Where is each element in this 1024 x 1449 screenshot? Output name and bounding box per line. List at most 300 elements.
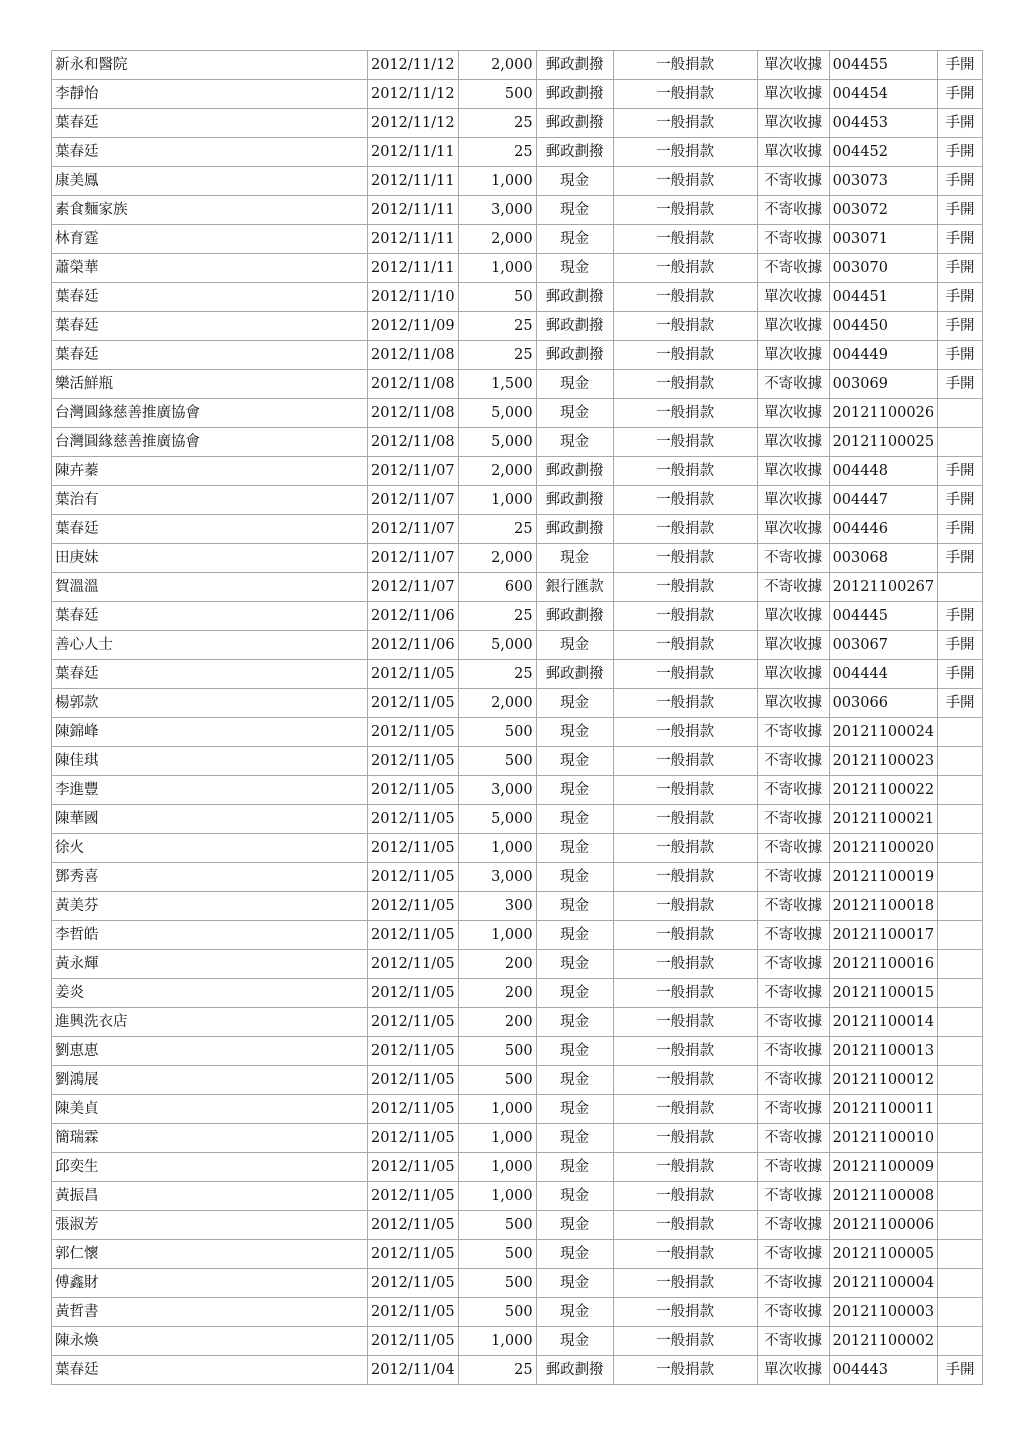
donation-type-cell: 一般捐款 — [613, 486, 757, 515]
table-row — [52, 544, 983, 573]
issue-method-cell: 手開 — [938, 457, 983, 486]
payment-method-cell: 現金 — [536, 1124, 613, 1153]
table-row — [52, 892, 983, 921]
ledger-body — [52, 51, 983, 1385]
receipt-number-cell: 003071 — [829, 225, 937, 254]
donation-date-cell: 2012/11/05 — [368, 1153, 459, 1182]
donation-type-cell: 一般捐款 — [613, 370, 757, 399]
table-row — [52, 51, 983, 80]
payment-method-cell: 郵政劃撥 — [536, 51, 613, 80]
payment-method-cell: 現金 — [536, 805, 613, 834]
table-row — [52, 341, 983, 370]
donor-name-cell: 葉春廷 — [52, 1356, 368, 1385]
table-row — [52, 631, 983, 660]
donation-type-cell: 一般捐款 — [613, 602, 757, 631]
donation-ledger-table — [51, 50, 983, 1385]
receipt-option-cell: 不寄收據 — [757, 921, 829, 950]
amount-cell: 5,000 — [458, 805, 536, 834]
amount-cell: 1,000 — [458, 1182, 536, 1211]
table-row — [52, 457, 983, 486]
receipt-option-cell: 不寄收據 — [757, 1269, 829, 1298]
issue-method-cell: 手開 — [938, 109, 983, 138]
donor-name-cell: 李進豐 — [52, 776, 368, 805]
receipt-number-cell: 004448 — [829, 457, 937, 486]
amount-cell: 2,000 — [458, 689, 536, 718]
receipt-number-cell: 20121100017 — [829, 921, 937, 950]
payment-method-cell: 現金 — [536, 979, 613, 1008]
issue-method-cell: 手開 — [938, 283, 983, 312]
receipt-option-cell: 單次收據 — [757, 515, 829, 544]
amount-cell: 5,000 — [458, 631, 536, 660]
issue-method-cell: 手開 — [938, 254, 983, 283]
donation-date-cell: 2012/11/08 — [368, 341, 459, 370]
donation-type-cell: 一般捐款 — [613, 1269, 757, 1298]
donation-date-cell: 2012/11/05 — [368, 689, 459, 718]
table-row — [52, 921, 983, 950]
receipt-option-cell: 單次收據 — [757, 341, 829, 370]
donor-name-cell: 葉春廷 — [52, 602, 368, 631]
payment-method-cell: 現金 — [536, 747, 613, 776]
receipt-number-cell: 004453 — [829, 109, 937, 138]
issue-method-cell: 手開 — [938, 341, 983, 370]
donation-type-cell: 一般捐款 — [613, 631, 757, 660]
payment-method-cell: 現金 — [536, 1269, 613, 1298]
donation-type-cell: 一般捐款 — [613, 1124, 757, 1153]
donation-date-cell: 2012/11/11 — [368, 167, 459, 196]
table-row — [52, 1153, 983, 1182]
receipt-number-cell: 004451 — [829, 283, 937, 312]
donation-type-cell: 一般捐款 — [613, 805, 757, 834]
receipt-number-cell: 20121100004 — [829, 1269, 937, 1298]
payment-method-cell: 現金 — [536, 631, 613, 660]
receipt-option-cell: 單次收據 — [757, 660, 829, 689]
table-row — [52, 1124, 983, 1153]
receipt-number-cell: 003066 — [829, 689, 937, 718]
donor-name-cell: 康美鳳 — [52, 167, 368, 196]
donation-date-cell: 2012/11/09 — [368, 312, 459, 341]
donation-type-cell: 一般捐款 — [613, 1153, 757, 1182]
amount-cell: 3,000 — [458, 863, 536, 892]
receipt-number-cell: 004455 — [829, 51, 937, 80]
issue-method-cell — [938, 428, 983, 457]
receipt-number-cell: 20121100020 — [829, 834, 937, 863]
donation-date-cell: 2012/11/08 — [368, 370, 459, 399]
table-row — [52, 109, 983, 138]
donation-type-cell: 一般捐款 — [613, 80, 757, 109]
receipt-number-cell: 20121100011 — [829, 1095, 937, 1124]
table-row — [52, 689, 983, 718]
donor-name-cell: 林育霆 — [52, 225, 368, 254]
donor-name-cell: 簡瑞霖 — [52, 1124, 368, 1153]
donation-type-cell: 一般捐款 — [613, 341, 757, 370]
receipt-option-cell: 不寄收據 — [757, 892, 829, 921]
donation-type-cell: 一般捐款 — [613, 689, 757, 718]
receipt-option-cell: 不寄收據 — [757, 1066, 829, 1095]
table-row — [52, 747, 983, 776]
table-row — [52, 283, 983, 312]
table-row — [52, 950, 983, 979]
amount-cell: 1,000 — [458, 834, 536, 863]
issue-method-cell — [938, 1240, 983, 1269]
donation-type-cell: 一般捐款 — [613, 51, 757, 80]
table-row — [52, 1298, 983, 1327]
donor-name-cell: 劉鴻展 — [52, 1066, 368, 1095]
receipt-number-cell: 20121100016 — [829, 950, 937, 979]
receipt-option-cell: 單次收據 — [757, 283, 829, 312]
receipt-option-cell: 不寄收據 — [757, 573, 829, 602]
receipt-option-cell: 單次收據 — [757, 457, 829, 486]
payment-method-cell: 郵政劃撥 — [536, 80, 613, 109]
donation-type-cell: 一般捐款 — [613, 428, 757, 457]
donor-name-cell: 葉春廷 — [52, 515, 368, 544]
payment-method-cell: 現金 — [536, 1153, 613, 1182]
payment-method-cell: 郵政劃撥 — [536, 341, 613, 370]
table-row — [52, 979, 983, 1008]
donation-date-cell: 2012/11/05 — [368, 805, 459, 834]
donation-type-cell: 一般捐款 — [613, 1182, 757, 1211]
donation-date-cell: 2012/11/07 — [368, 486, 459, 515]
receipt-option-cell: 單次收據 — [757, 486, 829, 515]
donation-date-cell: 2012/11/07 — [368, 544, 459, 573]
amount-cell: 500 — [458, 747, 536, 776]
table-row — [52, 834, 983, 863]
table-row — [52, 428, 983, 457]
amount-cell: 2,000 — [458, 544, 536, 573]
amount-cell: 1,000 — [458, 1124, 536, 1153]
donation-type-cell: 一般捐款 — [613, 834, 757, 863]
receipt-number-cell: 20121100026 — [829, 399, 937, 428]
payment-method-cell: 現金 — [536, 254, 613, 283]
table-row — [52, 399, 983, 428]
donor-name-cell: 徐火 — [52, 834, 368, 863]
donor-name-cell: 進興洗衣店 — [52, 1008, 368, 1037]
receipt-option-cell: 單次收據 — [757, 51, 829, 80]
payment-method-cell: 現金 — [536, 776, 613, 805]
receipt-option-cell: 單次收據 — [757, 312, 829, 341]
receipt-option-cell: 單次收據 — [757, 689, 829, 718]
payment-method-cell: 現金 — [536, 1066, 613, 1095]
donor-name-cell: 葉春廷 — [52, 341, 368, 370]
amount-cell: 25 — [458, 1356, 536, 1385]
amount-cell: 1,000 — [458, 254, 536, 283]
payment-method-cell: 現金 — [536, 834, 613, 863]
donation-date-cell: 2012/11/12 — [368, 109, 459, 138]
receipt-option-cell: 單次收據 — [757, 1356, 829, 1385]
payment-method-cell: 郵政劃撥 — [536, 457, 613, 486]
donation-date-cell: 2012/11/05 — [368, 979, 459, 1008]
table-row — [52, 776, 983, 805]
donor-name-cell: 蕭榮華 — [52, 254, 368, 283]
donor-name-cell: 黃振昌 — [52, 1182, 368, 1211]
donation-date-cell: 2012/11/12 — [368, 80, 459, 109]
receipt-option-cell: 不寄收據 — [757, 225, 829, 254]
donor-name-cell: 張淑芳 — [52, 1211, 368, 1240]
table-row — [52, 805, 983, 834]
payment-method-cell: 現金 — [536, 399, 613, 428]
issue-method-cell — [938, 399, 983, 428]
amount-cell: 200 — [458, 1008, 536, 1037]
donation-date-cell: 2012/11/05 — [368, 1182, 459, 1211]
issue-method-cell — [938, 1298, 983, 1327]
donor-name-cell: 葉治有 — [52, 486, 368, 515]
receipt-number-cell: 20121100019 — [829, 863, 937, 892]
donor-name-cell: 賀溫溫 — [52, 573, 368, 602]
donation-date-cell: 2012/11/06 — [368, 602, 459, 631]
donor-name-cell: 黃哲書 — [52, 1298, 368, 1327]
issue-method-cell — [938, 718, 983, 747]
amount-cell: 1,000 — [458, 921, 536, 950]
receipt-number-cell: 20121100002 — [829, 1327, 937, 1356]
receipt-number-cell: 003069 — [829, 370, 937, 399]
receipt-option-cell: 不寄收據 — [757, 1095, 829, 1124]
receipt-option-cell: 不寄收據 — [757, 1240, 829, 1269]
issue-method-cell — [938, 573, 983, 602]
receipt-option-cell: 不寄收據 — [757, 370, 829, 399]
amount-cell: 500 — [458, 1211, 536, 1240]
issue-method-cell — [938, 1095, 983, 1124]
payment-method-cell: 郵政劃撥 — [536, 486, 613, 515]
table-row — [52, 1356, 983, 1385]
donation-date-cell: 2012/11/05 — [368, 1037, 459, 1066]
amount-cell: 2,000 — [458, 51, 536, 80]
donor-name-cell: 台灣圓緣慈善推廣協會 — [52, 428, 368, 457]
payment-method-cell: 現金 — [536, 1095, 613, 1124]
amount-cell: 1,500 — [458, 370, 536, 399]
donor-name-cell: 陳永煥 — [52, 1327, 368, 1356]
amount-cell: 25 — [458, 109, 536, 138]
amount-cell: 25 — [458, 341, 536, 370]
payment-method-cell: 現金 — [536, 167, 613, 196]
receipt-option-cell: 不寄收據 — [757, 863, 829, 892]
donation-type-cell: 一般捐款 — [613, 457, 757, 486]
issue-method-cell — [938, 979, 983, 1008]
receipt-number-cell: 20121100006 — [829, 1211, 937, 1240]
donation-date-cell: 2012/11/04 — [368, 1356, 459, 1385]
table-row — [52, 602, 983, 631]
payment-method-cell: 現金 — [536, 370, 613, 399]
table-row — [52, 225, 983, 254]
amount-cell: 25 — [458, 602, 536, 631]
donation-type-cell: 一般捐款 — [613, 1356, 757, 1385]
donor-name-cell: 陳華國 — [52, 805, 368, 834]
receipt-option-cell: 不寄收據 — [757, 196, 829, 225]
table-row — [52, 486, 983, 515]
receipt-number-cell: 003067 — [829, 631, 937, 660]
receipt-option-cell: 單次收據 — [757, 138, 829, 167]
receipt-number-cell: 20121100021 — [829, 805, 937, 834]
donation-type-cell: 一般捐款 — [613, 1095, 757, 1124]
donation-date-cell: 2012/11/08 — [368, 428, 459, 457]
receipt-number-cell: 004454 — [829, 80, 937, 109]
donor-name-cell: 黃美芬 — [52, 892, 368, 921]
issue-method-cell — [938, 1008, 983, 1037]
amount-cell: 25 — [458, 660, 536, 689]
donor-name-cell: 台灣圓緣慈善推廣協會 — [52, 399, 368, 428]
donation-date-cell: 2012/11/05 — [368, 1240, 459, 1269]
donation-date-cell: 2012/11/06 — [368, 631, 459, 660]
amount-cell: 5,000 — [458, 428, 536, 457]
receipt-option-cell: 單次收據 — [757, 631, 829, 660]
receipt-option-cell: 不寄收據 — [757, 1327, 829, 1356]
table-row — [52, 1008, 983, 1037]
table-row — [52, 1211, 983, 1240]
donor-name-cell: 黃永輝 — [52, 950, 368, 979]
table-row — [52, 660, 983, 689]
donation-type-cell: 一般捐款 — [613, 979, 757, 1008]
receipt-option-cell: 不寄收據 — [757, 1298, 829, 1327]
donor-name-cell: 葉春廷 — [52, 312, 368, 341]
payment-method-cell: 現金 — [536, 1182, 613, 1211]
receipt-number-cell: 004449 — [829, 341, 937, 370]
issue-method-cell: 手開 — [938, 602, 983, 631]
receipt-number-cell: 20121100010 — [829, 1124, 937, 1153]
issue-method-cell — [938, 1211, 983, 1240]
payment-method-cell: 現金 — [536, 689, 613, 718]
issue-method-cell: 手開 — [938, 370, 983, 399]
donation-date-cell: 2012/11/12 — [368, 51, 459, 80]
issue-method-cell: 手開 — [938, 196, 983, 225]
donor-name-cell: 田庚妹 — [52, 544, 368, 573]
donation-type-cell: 一般捐款 — [613, 863, 757, 892]
donation-type-cell: 一般捐款 — [613, 776, 757, 805]
issue-method-cell — [938, 747, 983, 776]
payment-method-cell: 郵政劃撥 — [536, 602, 613, 631]
table-row — [52, 138, 983, 167]
table-row — [52, 80, 983, 109]
donor-name-cell: 陳佳琪 — [52, 747, 368, 776]
receipt-number-cell: 004450 — [829, 312, 937, 341]
donation-date-cell: 2012/11/07 — [368, 457, 459, 486]
table-row — [52, 370, 983, 399]
donation-type-cell: 一般捐款 — [613, 399, 757, 428]
donor-name-cell: 葉春廷 — [52, 283, 368, 312]
donation-type-cell: 一般捐款 — [613, 892, 757, 921]
receipt-number-cell: 20121100005 — [829, 1240, 937, 1269]
donation-date-cell: 2012/11/05 — [368, 921, 459, 950]
payment-method-cell: 銀行匯款 — [536, 573, 613, 602]
donation-date-cell: 2012/11/05 — [368, 1327, 459, 1356]
issue-method-cell: 手開 — [938, 689, 983, 718]
donation-date-cell: 2012/11/11 — [368, 254, 459, 283]
donation-type-cell: 一般捐款 — [613, 573, 757, 602]
amount-cell: 500 — [458, 1240, 536, 1269]
receipt-number-cell: 004452 — [829, 138, 937, 167]
donation-date-cell: 2012/11/05 — [368, 834, 459, 863]
donation-type-cell: 一般捐款 — [613, 515, 757, 544]
donation-date-cell: 2012/11/07 — [368, 573, 459, 602]
donation-type-cell: 一般捐款 — [613, 225, 757, 254]
table-row — [52, 863, 983, 892]
payment-method-cell: 現金 — [536, 1037, 613, 1066]
receipt-option-cell: 不寄收據 — [757, 167, 829, 196]
donation-date-cell: 2012/11/08 — [368, 399, 459, 428]
amount-cell: 1,000 — [458, 167, 536, 196]
table-row — [52, 1269, 983, 1298]
amount-cell: 1,000 — [458, 1327, 536, 1356]
payment-method-cell: 現金 — [536, 1327, 613, 1356]
amount-cell: 500 — [458, 80, 536, 109]
donation-type-cell: 一般捐款 — [613, 921, 757, 950]
amount-cell: 200 — [458, 979, 536, 1008]
donation-type-cell: 一般捐款 — [613, 718, 757, 747]
issue-method-cell — [938, 1124, 983, 1153]
donation-date-cell: 2012/11/11 — [368, 138, 459, 167]
issue-method-cell — [938, 892, 983, 921]
payment-method-cell: 郵政劃撥 — [536, 660, 613, 689]
amount-cell: 25 — [458, 138, 536, 167]
receipt-option-cell: 單次收據 — [757, 428, 829, 457]
receipt-number-cell: 20121100267 — [829, 573, 937, 602]
table-row — [52, 1066, 983, 1095]
donor-name-cell: 郭仁懷 — [52, 1240, 368, 1269]
issue-method-cell: 手開 — [938, 486, 983, 515]
amount-cell: 300 — [458, 892, 536, 921]
donation-type-cell: 一般捐款 — [613, 167, 757, 196]
donation-type-cell: 一般捐款 — [613, 1066, 757, 1095]
receipt-option-cell: 不寄收據 — [757, 834, 829, 863]
donor-name-cell: 葉春廷 — [52, 109, 368, 138]
amount-cell: 500 — [458, 1298, 536, 1327]
receipt-option-cell: 不寄收據 — [757, 1182, 829, 1211]
receipt-option-cell: 單次收據 — [757, 399, 829, 428]
donor-name-cell: 善心人士 — [52, 631, 368, 660]
receipt-number-cell: 20121100013 — [829, 1037, 937, 1066]
receipt-number-cell: 20121100025 — [829, 428, 937, 457]
donor-name-cell: 李哲皓 — [52, 921, 368, 950]
receipt-number-cell: 20121100015 — [829, 979, 937, 1008]
donation-type-cell: 一般捐款 — [613, 1240, 757, 1269]
issue-method-cell — [938, 1153, 983, 1182]
receipt-option-cell: 不寄收據 — [757, 254, 829, 283]
receipt-number-cell: 004445 — [829, 602, 937, 631]
donation-date-cell: 2012/11/05 — [368, 1211, 459, 1240]
donation-date-cell: 2012/11/07 — [368, 515, 459, 544]
payment-method-cell: 現金 — [536, 921, 613, 950]
donation-type-cell: 一般捐款 — [613, 254, 757, 283]
receipt-number-cell: 20121100024 — [829, 718, 937, 747]
receipt-number-cell: 004443 — [829, 1356, 937, 1385]
amount-cell: 500 — [458, 718, 536, 747]
donation-date-cell: 2012/11/05 — [368, 718, 459, 747]
table-row — [52, 196, 983, 225]
receipt-option-cell: 單次收據 — [757, 80, 829, 109]
table-row — [52, 1327, 983, 1356]
donor-name-cell: 陳美貞 — [52, 1095, 368, 1124]
payment-method-cell: 現金 — [536, 1240, 613, 1269]
donor-name-cell: 鄧秀喜 — [52, 863, 368, 892]
receipt-option-cell: 不寄收據 — [757, 805, 829, 834]
donation-date-cell: 2012/11/05 — [368, 1298, 459, 1327]
donation-type-cell: 一般捐款 — [613, 950, 757, 979]
payment-method-cell: 郵政劃撥 — [536, 109, 613, 138]
donation-date-cell: 2012/11/05 — [368, 776, 459, 805]
payment-method-cell: 郵政劃撥 — [536, 1356, 613, 1385]
payment-method-cell: 現金 — [536, 950, 613, 979]
payment-method-cell: 現金 — [536, 544, 613, 573]
issue-method-cell: 手開 — [938, 80, 983, 109]
payment-method-cell: 現金 — [536, 892, 613, 921]
donation-date-cell: 2012/11/05 — [368, 1124, 459, 1153]
issue-method-cell — [938, 1066, 983, 1095]
issue-method-cell — [938, 776, 983, 805]
issue-method-cell: 手開 — [938, 225, 983, 254]
amount-cell: 500 — [458, 1269, 536, 1298]
receipt-number-cell: 004446 — [829, 515, 937, 544]
issue-method-cell — [938, 1269, 983, 1298]
donation-type-cell: 一般捐款 — [613, 1211, 757, 1240]
donation-date-cell: 2012/11/05 — [368, 747, 459, 776]
amount-cell: 5,000 — [458, 399, 536, 428]
